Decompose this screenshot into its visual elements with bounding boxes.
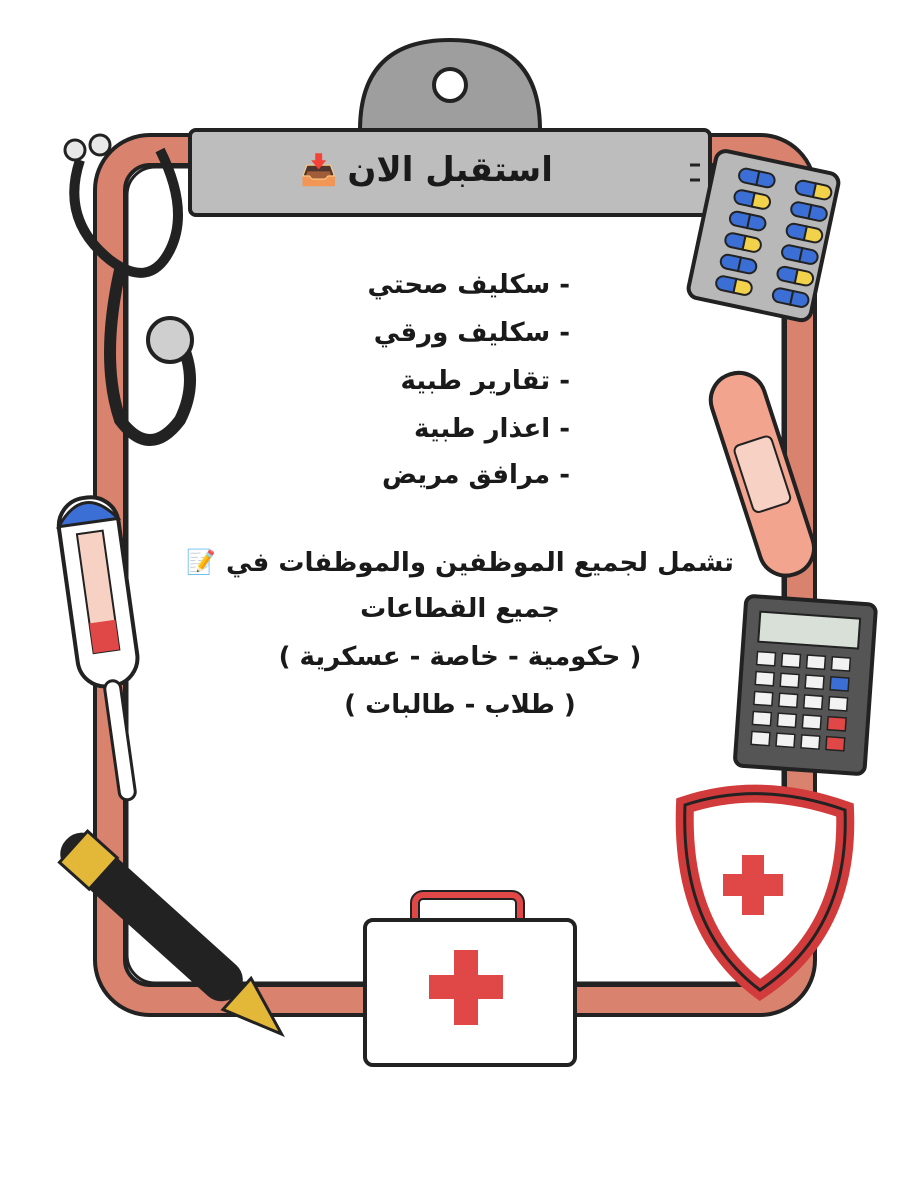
calculator-key xyxy=(777,713,796,727)
calculator-key xyxy=(776,733,795,747)
calculator-key xyxy=(827,717,846,731)
calculator-key xyxy=(831,657,850,671)
calculator-key xyxy=(779,693,798,707)
calculator-key xyxy=(802,715,821,729)
eligibility-line-1 xyxy=(160,548,760,578)
service-item: - تقارير طبية xyxy=(400,366,570,396)
eligibility-line-4: ( طلاب - طالبات ) xyxy=(344,690,576,720)
eligibility-text: تشمل لجميع الموظفين والموظفات في xyxy=(225,548,734,578)
service-item: - سكليف ورقي xyxy=(373,318,570,348)
eligibility-line-3: ( حكومية - خاصة - عسكرية ) xyxy=(278,642,642,672)
calculator-key xyxy=(780,673,799,687)
calculator-key xyxy=(751,731,770,745)
calculator-key xyxy=(755,672,774,686)
inbox-tray-icon: 📥 xyxy=(300,152,338,188)
calculator-key xyxy=(829,697,848,711)
calculator-key xyxy=(804,695,823,709)
header-title-text: استقبل الان xyxy=(347,150,553,190)
service-item: - اعذار طبية xyxy=(414,414,570,444)
calculator-key xyxy=(807,655,826,669)
calculator-key xyxy=(805,675,824,689)
first-aid-kit-icon xyxy=(365,895,575,1065)
memo-icon: 📝 xyxy=(186,548,216,576)
service-item: - سكليف صحتي xyxy=(367,270,570,300)
calculator-key xyxy=(801,735,820,749)
calculator-key xyxy=(826,737,845,751)
calculator-key xyxy=(782,653,801,667)
calculator-key xyxy=(830,677,849,691)
service-item: - مرافق مريض xyxy=(381,460,570,490)
header-title xyxy=(300,150,570,190)
eligibility-line-2: جميع القطاعات xyxy=(360,594,560,624)
